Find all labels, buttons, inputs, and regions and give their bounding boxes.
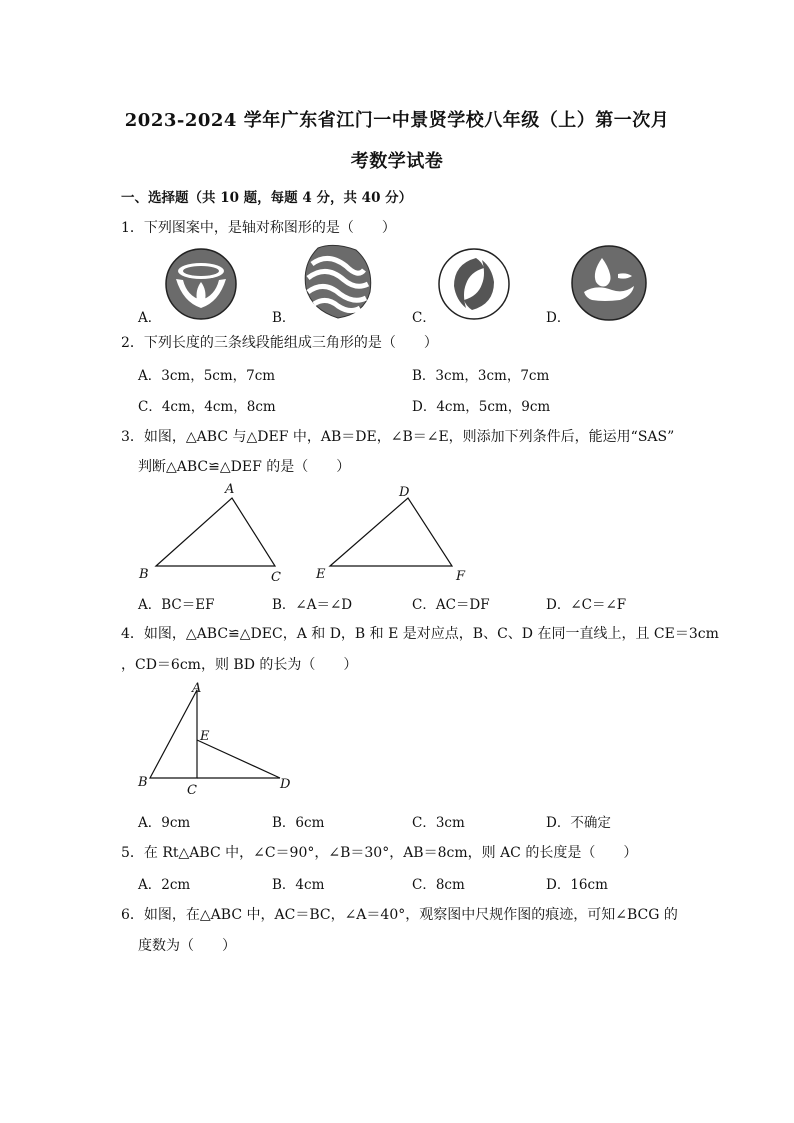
q6-stem-line-2: 度数为（ ） bbox=[138, 938, 236, 954]
q5-option-b: B．4cm bbox=[272, 877, 325, 893]
label-e: E bbox=[316, 567, 326, 582]
q2-option-c: C．4cm，4cm，8cm bbox=[138, 399, 276, 415]
q2-option-d: D．4cm，5cm，9cm bbox=[412, 399, 551, 415]
q3-option-d: D．∠C＝∠F bbox=[546, 597, 627, 613]
q4-option-b: B．6cm bbox=[272, 815, 325, 831]
q2-option-b: B．3cm，3cm，7cm bbox=[412, 368, 550, 384]
q4-figure bbox=[130, 678, 310, 800]
logo-b-icon bbox=[298, 244, 376, 322]
label-c: C bbox=[271, 570, 281, 585]
triangle-abc-small bbox=[150, 690, 197, 778]
logo-d-icon bbox=[570, 244, 648, 322]
q2-option-a: A．3cm，5cm，7cm bbox=[138, 368, 276, 384]
label-a: A bbox=[225, 482, 235, 497]
triangle-def bbox=[330, 498, 452, 566]
triangle-abc bbox=[156, 498, 275, 566]
q3-figure bbox=[130, 478, 490, 590]
label-d: D bbox=[280, 777, 291, 792]
q3-option-a: A．BC＝EF bbox=[138, 597, 215, 613]
q2-stem: 2．下列长度的三条线段能组成三角形的是（ ） bbox=[121, 335, 438, 351]
q1-option-d: D． bbox=[546, 310, 571, 326]
title-line-2: 考数学试卷 bbox=[350, 151, 444, 172]
logo-c-icon bbox=[436, 246, 512, 322]
q4-option-d: D．不确定 bbox=[546, 815, 611, 831]
q3-stem-line-1: 3．如图，△ABC 与△DEF 中，AB＝DE，∠B＝∠E，则添加下列条件后，能运用“SAS” bbox=[121, 429, 675, 445]
label-f: F bbox=[456, 569, 466, 584]
q1-option-c: C． bbox=[412, 310, 436, 326]
q3-stem-line-2: 判断△ABC≌△DEF 的是（ ） bbox=[138, 459, 351, 475]
q5-option-d: D．16cm bbox=[546, 877, 608, 893]
q5-option-a: A．2cm bbox=[138, 877, 191, 893]
label-b: B bbox=[139, 567, 149, 582]
q4-stem-line-1: 4．如图，△ABC≌△DEC，A 和 D，B 和 E 是对应点，B、C、D 在同一直线上，且 CE＝3cm bbox=[121, 626, 719, 642]
q4-stem-line-2: ，CD＝6cm，则 BD 的长为（ ） bbox=[121, 657, 358, 673]
q5-stem: 5．在 Rt△ABC 中，∠C＝90°，∠B＝30°，AB＝8cm，则 AC 的长度是（ ） bbox=[121, 845, 638, 861]
section-heading: 一、选择题（共 10 题，每题 4 分，共 40 分） bbox=[121, 190, 413, 206]
q5-option-c: C．8cm bbox=[412, 877, 465, 893]
label-b: B bbox=[138, 775, 148, 790]
q3-option-c: C．AC＝DF bbox=[412, 597, 490, 613]
title-line-1: 2023-2024 学年广东省江门一中景贤学校八年级（上）第一次月 bbox=[124, 110, 670, 131]
q1-option-b: B． bbox=[272, 310, 296, 326]
q1-option-a: A． bbox=[138, 310, 162, 326]
segment-ed bbox=[197, 740, 280, 778]
q4-option-a: A．9cm bbox=[138, 815, 191, 831]
label-e: E bbox=[200, 729, 210, 744]
q1-stem: 1．下列图案中，是轴对称图形的是（ ） bbox=[121, 220, 396, 236]
label-d: D bbox=[399, 485, 410, 500]
label-c: C bbox=[187, 783, 197, 798]
q6-stem-line-1: 6．如图，在△ABC 中，AC＝BC，∠A＝40°，观察图中尺规作图的痕迹，可知∠BCG 的 bbox=[121, 907, 678, 923]
label-a: A bbox=[192, 681, 202, 696]
logo-a-icon bbox=[163, 246, 239, 322]
q4-option-c: C．3cm bbox=[412, 815, 465, 831]
q3-option-b: B．∠A＝∠D bbox=[272, 597, 353, 613]
